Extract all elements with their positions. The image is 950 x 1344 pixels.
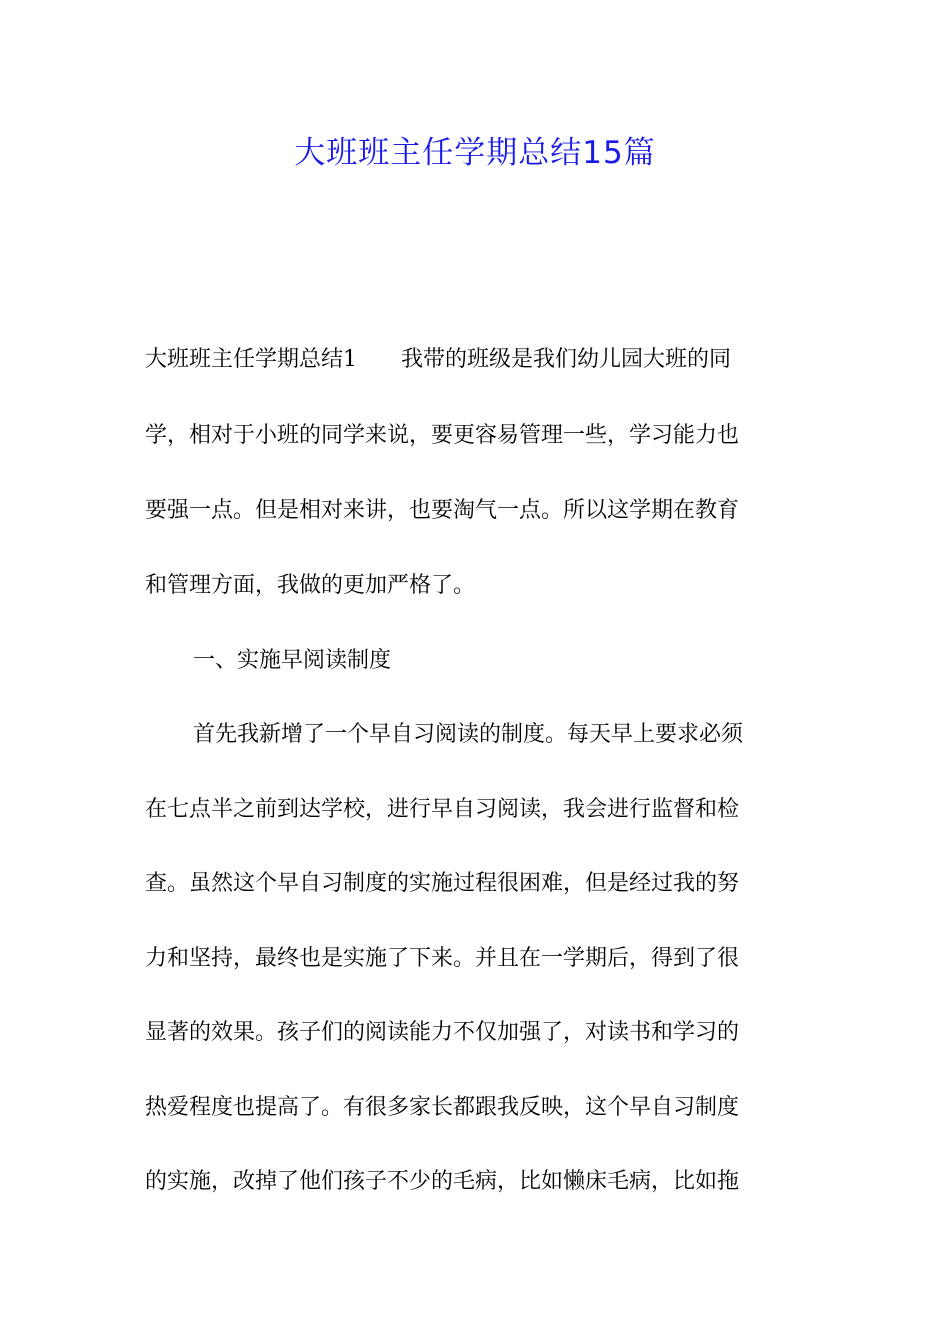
paragraph-line-8: 力和坚持，最终也是实施了下来。并且在一学期后，得到了很 [145,946,740,971]
paragraph-text: 我带的班级是我们幼儿园大班的同 [401,347,732,372]
paragraph-line-7: 查。虽然这个早自习制度的实施过程很困难，但是经过我的努 [145,871,740,896]
paragraph-line-4: 和管理方面，我做的更加严格了。 [145,573,476,598]
paragraph-line-3: 要强一点。但是相对来讲，也要淘气一点。所以这学期在教育 [145,498,740,523]
paragraph-line-1 [145,345,731,375]
paragraph-line-5: 首先我新增了一个早自习阅读的制度。每天早上要求必须 [193,722,744,747]
section-heading-1: 一、实施早阅读制度 [193,648,392,673]
section-heading: 大班班主任学期总结1 [145,347,357,372]
paragraph-line-10: 热爱程度也提高了。有很多家长都跟我反映，这个早自习制度 [145,1095,740,1120]
paragraph-line-9: 显著的效果。孩子们的阅读能力不仅加强了，对读书和学习的 [145,1020,740,1045]
paragraph-line-6: 在七点半之前到达学校，进行早自习阅读，我会进行监督和检 [145,797,740,822]
paragraph-line-2: 学，相对于小班的同学来说，要更容易管理一些，学习能力也 [145,423,740,448]
paragraph-line-11: 的实施，改掉了他们孩子不少的毛病，比如懒床毛病，比如拖 [145,1169,740,1194]
document-title: 大班班主任学期总结15篇 [294,135,656,171]
